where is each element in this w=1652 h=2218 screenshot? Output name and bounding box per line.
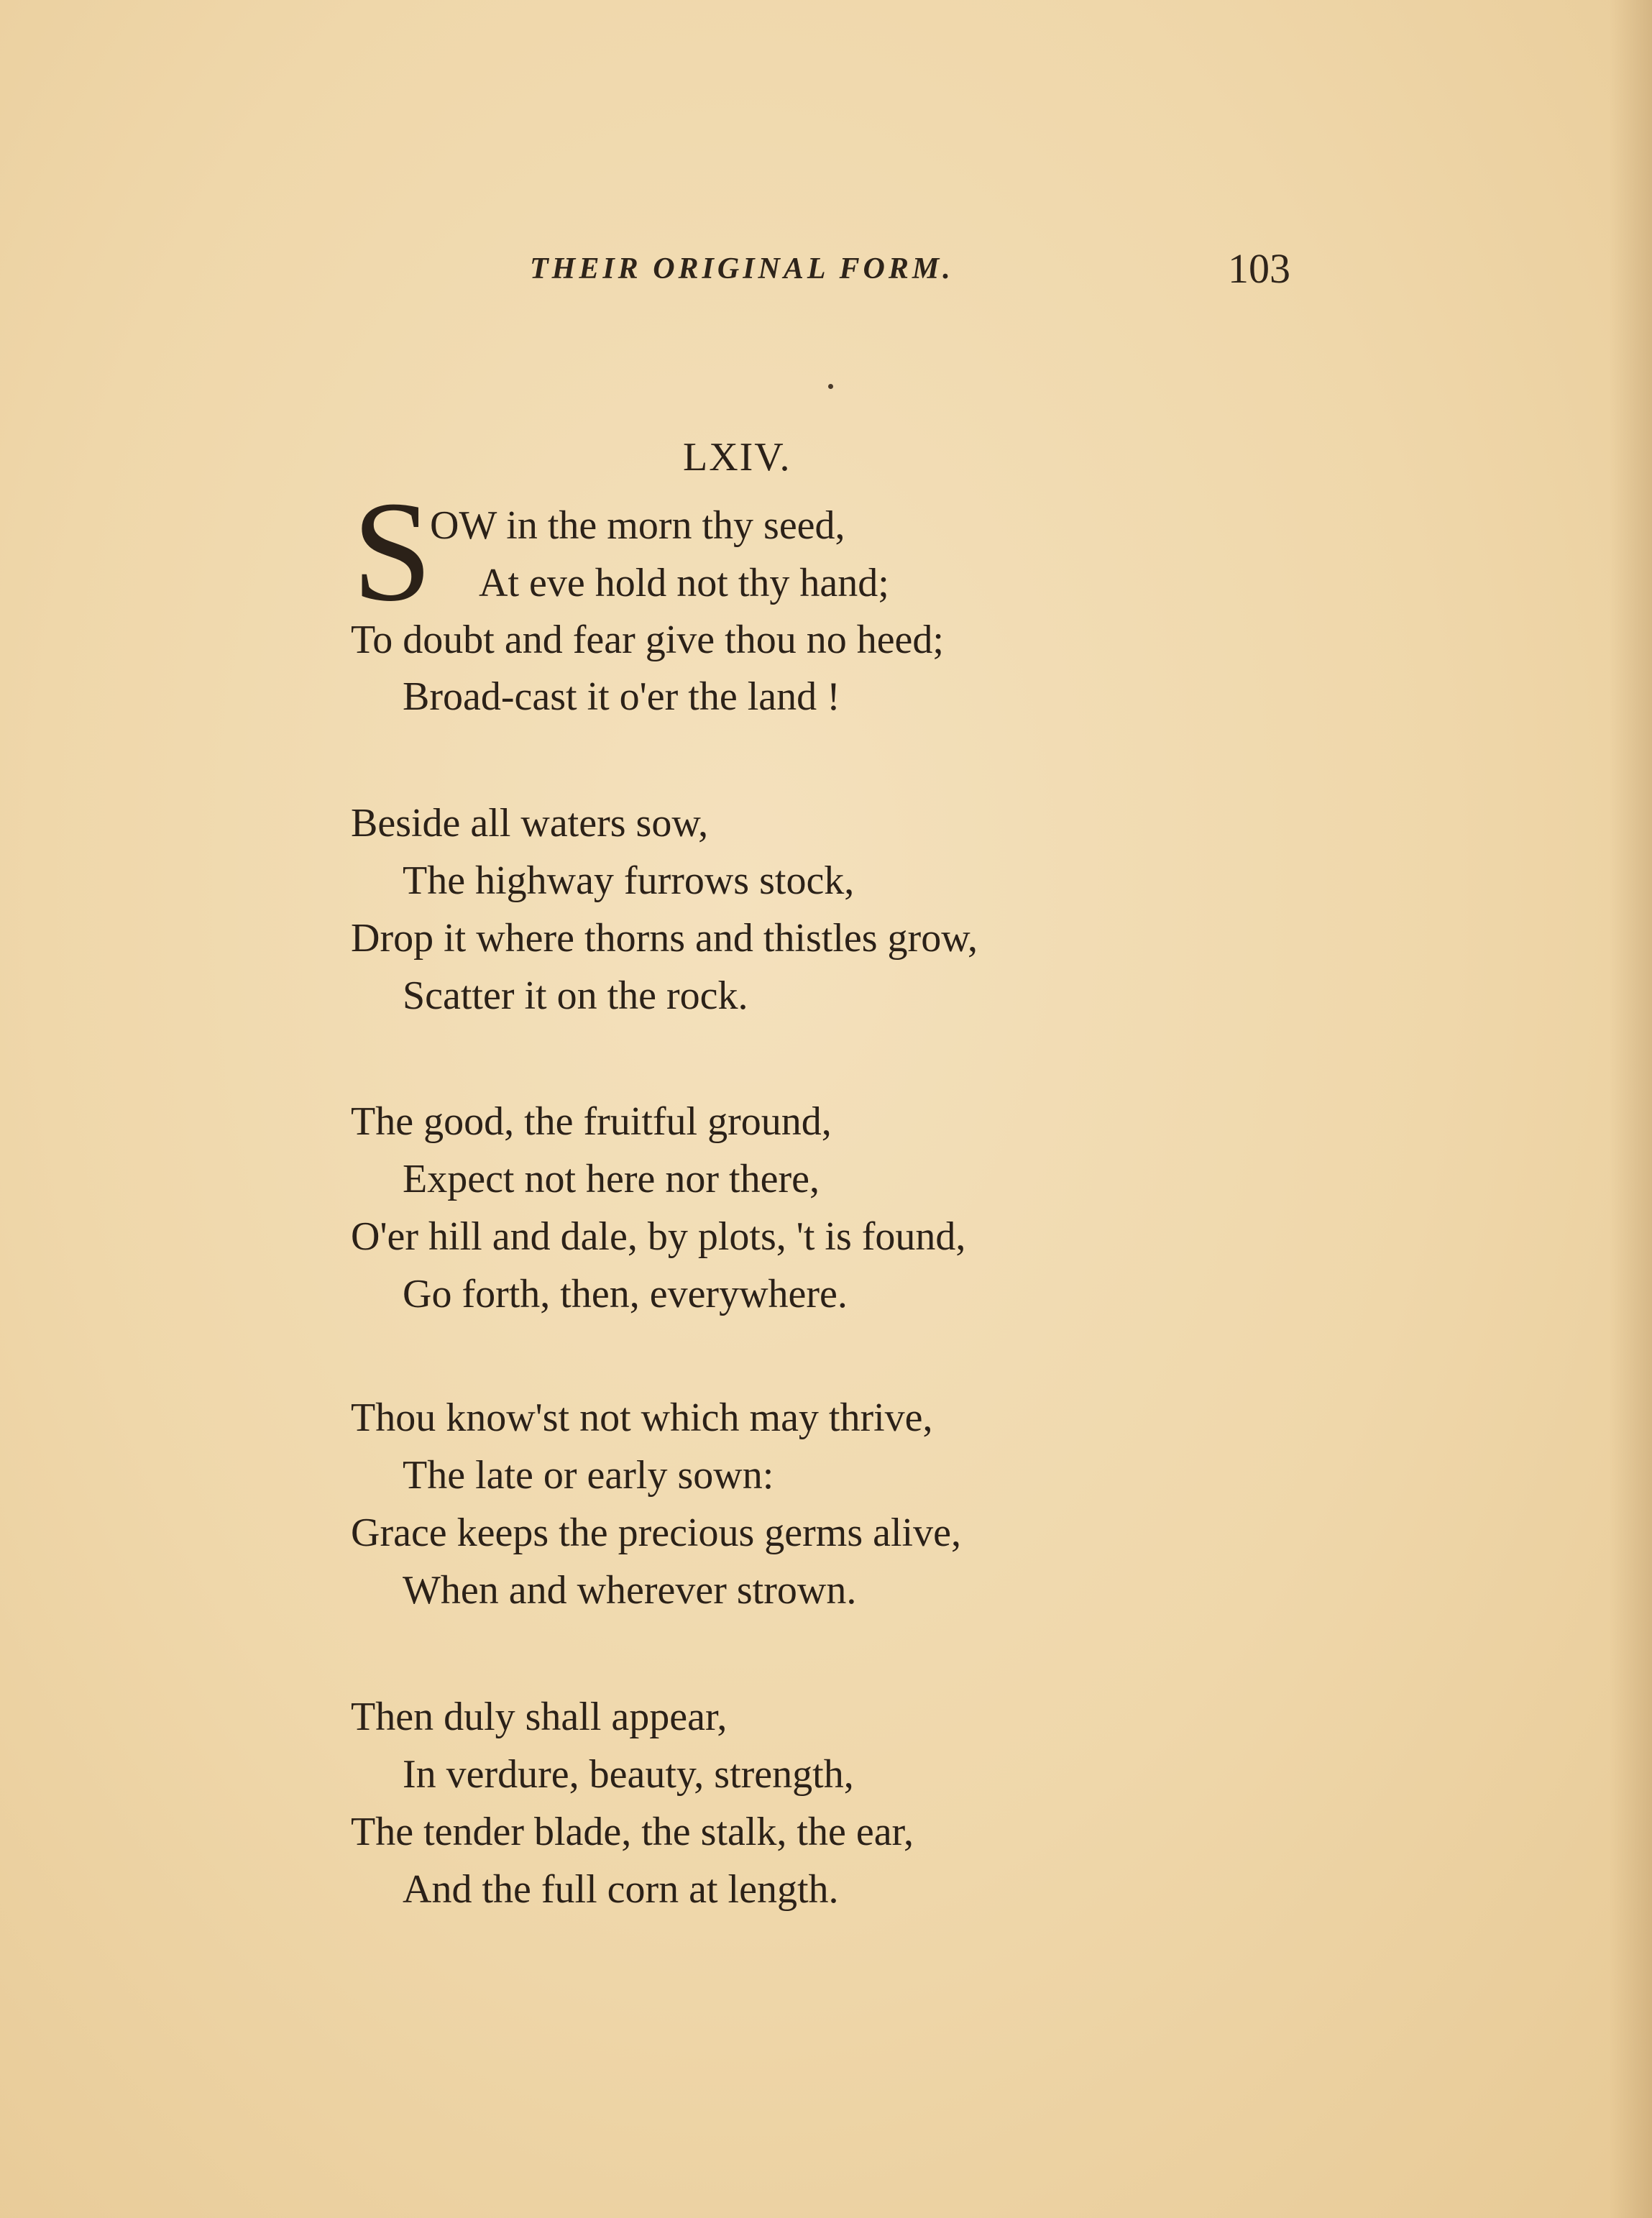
poem-line: Scatter it on the rock. <box>403 973 748 1018</box>
poem-line: Broad-cast it o'er the land ! <box>403 674 840 719</box>
ink-speck <box>828 384 833 389</box>
poem-line: Then duly shall appear, <box>351 1695 728 1739</box>
drop-cap: S <box>352 472 433 631</box>
poem-line: The good, the fruitful ground, <box>351 1099 832 1144</box>
poem-line: Drop it where thorns and thistles grow, <box>351 916 978 961</box>
poem-line: Expect not here nor there, <box>403 1157 820 1201</box>
poem-line: O'er hill and dale, by plots, 't is found, <box>351 1214 966 1259</box>
poem-line: At eve hold not thy hand; <box>479 561 889 605</box>
page-edge-shadow <box>1609 0 1652 2218</box>
poem-line: The highway furrows stock, <box>403 858 855 903</box>
poem-line: Grace keeps the precious germs alive, <box>351 1511 961 1555</box>
poem-line: The late or early sown: <box>403 1453 774 1498</box>
poem-line: And the full corn at length. <box>403 1867 839 1912</box>
running-title: THEIR ORIGINAL FORM. <box>530 252 954 285</box>
poem-number: LXIV. <box>683 435 791 480</box>
poem-line: In verdure, beauty, strength, <box>403 1752 854 1797</box>
poem-line: OW in the morn thy seed, <box>430 503 845 548</box>
poem-line: Beside all waters sow, <box>351 801 709 846</box>
page-number: 103 <box>1228 245 1290 292</box>
poem-line: Thou know'st not which may thrive, <box>351 1396 933 1440</box>
poem-line: When and wherever strown. <box>403 1568 857 1613</box>
poem-line: To doubt and fear give thou no heed; <box>351 618 944 662</box>
poem-line: The tender blade, the stalk, the ear, <box>351 1810 914 1854</box>
poem-line: Go forth, then, everywhere. <box>403 1272 848 1316</box>
